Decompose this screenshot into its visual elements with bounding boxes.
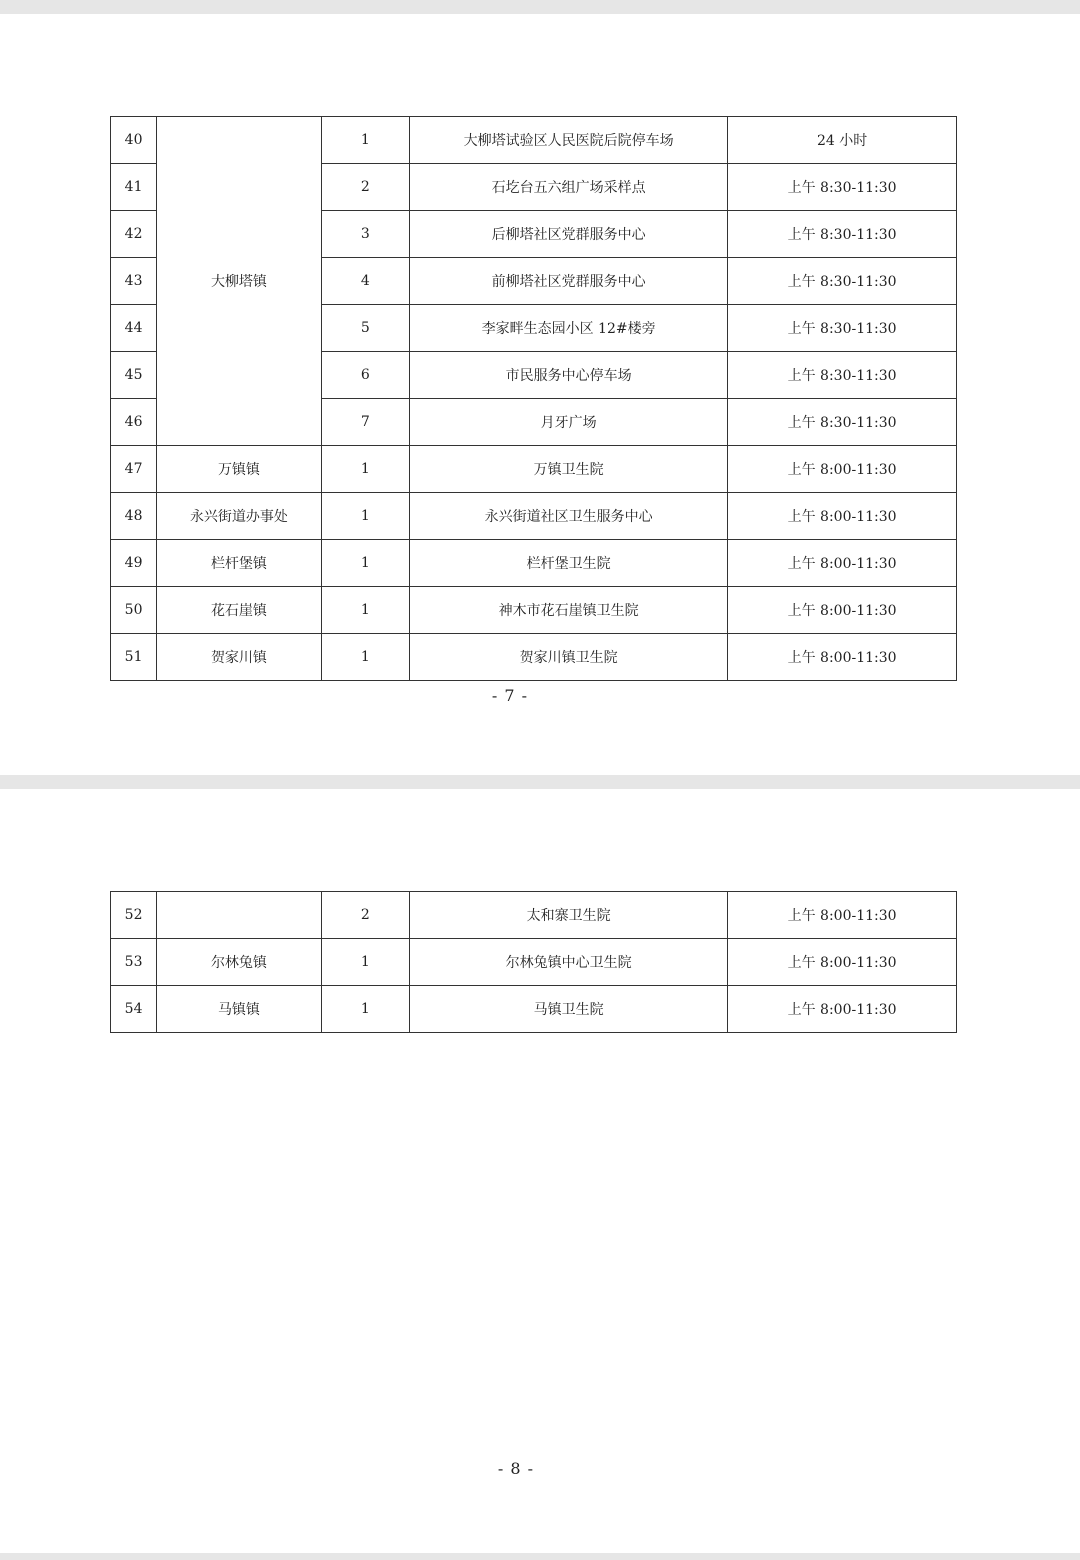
service-hours: 上午 8:00-11:30 — [728, 587, 957, 634]
site-index: 3 — [321, 211, 409, 258]
table-row — [111, 986, 957, 1033]
site-index: 1 — [321, 986, 409, 1033]
table-row — [111, 939, 957, 986]
site-index: 1 — [321, 493, 409, 540]
service-hours: 上午 8:30-11:30 — [728, 164, 957, 211]
site-index: 1 — [321, 587, 409, 634]
site-name: 李家畔生态园小区 12#楼旁 — [410, 305, 728, 352]
service-hours: 上午 8:00-11:30 — [728, 892, 957, 939]
row-number: 47 — [111, 446, 157, 493]
row-number: 54 — [111, 986, 157, 1033]
table-row — [111, 117, 957, 164]
site-name: 石圪台五六组广场采样点 — [410, 164, 728, 211]
site-name: 贺家川镇卫生院 — [410, 634, 728, 681]
service-hours: 上午 8:00-11:30 — [728, 634, 957, 681]
town-name: 栏杆堡镇 — [157, 540, 322, 587]
site-index: 1 — [321, 446, 409, 493]
service-hours: 上午 8:30-11:30 — [728, 305, 957, 352]
service-hours: 上午 8:30-11:30 — [728, 352, 957, 399]
site-name: 马镇卫生院 — [410, 986, 728, 1033]
row-number: 52 — [111, 892, 157, 939]
site-name: 后柳塔社区党群服务中心 — [410, 211, 728, 258]
row-number: 44 — [111, 305, 157, 352]
town-name: 花石崖镇 — [157, 587, 322, 634]
service-hours: 上午 8:00-11:30 — [728, 446, 957, 493]
service-hours: 上午 8:00-11:30 — [728, 986, 957, 1033]
site-index: 2 — [321, 164, 409, 211]
table-row — [111, 892, 957, 939]
site-index: 1 — [321, 939, 409, 986]
service-hours: 上午 8:30-11:30 — [728, 211, 957, 258]
site-name: 万镇卫生院 — [410, 446, 728, 493]
table-row — [111, 540, 957, 587]
testing-sites-table — [110, 116, 957, 681]
site-index: 6 — [321, 352, 409, 399]
site-name: 太和寨卫生院 — [410, 892, 728, 939]
site-index: 2 — [321, 892, 409, 939]
town-name — [157, 892, 322, 939]
site-name: 市民服务中心停车场 — [410, 352, 728, 399]
site-index: 1 — [321, 117, 409, 164]
document-page-7 — [0, 14, 1080, 775]
site-index: 1 — [321, 634, 409, 681]
document-page-8 — [0, 789, 1080, 1553]
site-index: 4 — [321, 258, 409, 305]
town-name: 贺家川镇 — [157, 634, 322, 681]
row-number: 48 — [111, 493, 157, 540]
site-name: 尔林兔镇中心卫生院 — [410, 939, 728, 986]
table-row — [111, 493, 957, 540]
town-name: 万镇镇 — [157, 446, 322, 493]
service-hours: 上午 8:00-11:30 — [728, 493, 957, 540]
row-number: 41 — [111, 164, 157, 211]
site-name: 月牙广场 — [410, 399, 728, 446]
row-number: 43 — [111, 258, 157, 305]
row-number: 50 — [111, 587, 157, 634]
site-name: 前柳塔社区党群服务中心 — [410, 258, 728, 305]
row-number: 51 — [111, 634, 157, 681]
service-hours: 上午 8:00-11:30 — [728, 939, 957, 986]
town-name: 大柳塔镇 — [157, 117, 322, 446]
page-number: - 7 - — [491, 686, 529, 705]
town-name: 尔林兔镇 — [157, 939, 322, 986]
site-name: 神木市花石崖镇卫生院 — [410, 587, 728, 634]
town-name: 马镇镇 — [157, 986, 322, 1033]
page-number: - 8 - — [497, 1459, 535, 1478]
row-number: 46 — [111, 399, 157, 446]
site-name: 大柳塔试验区人民医院后院停车场 — [410, 117, 728, 164]
service-hours: 24 小时 — [728, 117, 957, 164]
service-hours: 上午 8:30-11:30 — [728, 258, 957, 305]
service-hours: 上午 8:00-11:30 — [728, 540, 957, 587]
row-number: 40 — [111, 117, 157, 164]
row-number: 42 — [111, 211, 157, 258]
site-index: 7 — [321, 399, 409, 446]
site-name: 栏杆堡卫生院 — [410, 540, 728, 587]
row-number: 45 — [111, 352, 157, 399]
town-name: 永兴街道办事处 — [157, 493, 322, 540]
row-number: 53 — [111, 939, 157, 986]
site-name: 永兴街道社区卫生服务中心 — [410, 493, 728, 540]
table-row — [111, 446, 957, 493]
table-row — [111, 587, 957, 634]
site-index: 1 — [321, 540, 409, 587]
testing-sites-table — [110, 891, 957, 1033]
table-row — [111, 634, 957, 681]
row-number: 49 — [111, 540, 157, 587]
site-index: 5 — [321, 305, 409, 352]
service-hours: 上午 8:30-11:30 — [728, 399, 957, 446]
